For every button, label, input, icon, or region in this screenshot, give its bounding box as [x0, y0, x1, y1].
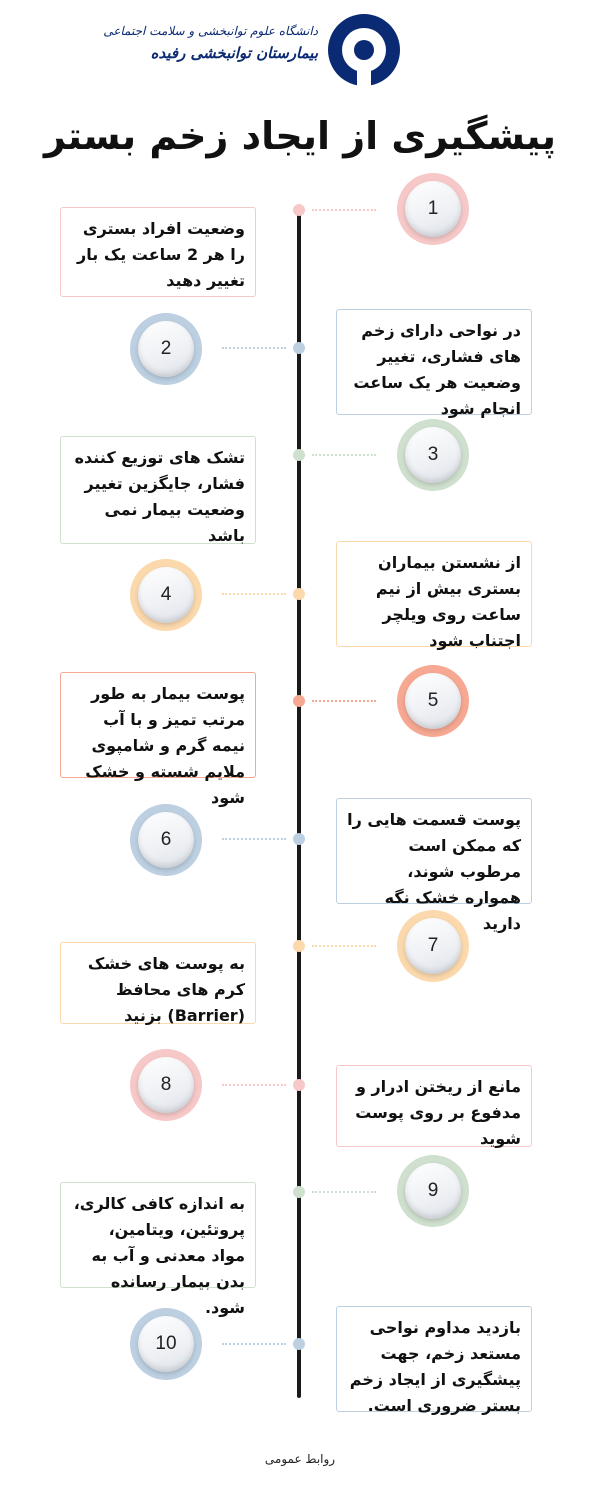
connector-dots — [312, 700, 376, 702]
connector-dots — [222, 347, 286, 349]
step-number-badge — [130, 804, 202, 876]
connector-dots — [222, 1084, 286, 1086]
step-number-badge — [397, 1155, 469, 1227]
page-title: پیشگیری از ایجاد زخم بستر — [44, 114, 556, 158]
step-number-badge — [130, 313, 202, 385]
step-number: 9 — [405, 1163, 461, 1219]
connector-dots — [312, 945, 376, 947]
connector-dots — [312, 1191, 376, 1193]
timeline-node — [293, 1079, 305, 1091]
step-number: 10 — [138, 1316, 194, 1372]
timeline-node — [293, 449, 305, 461]
step-text-card: به پوست های خشک کرم های محافظ (Barrier) بزنید — [60, 942, 256, 1024]
step-number: 1 — [405, 181, 461, 237]
hospital-name: بیمارستان توانبخشی رفیده — [150, 44, 318, 62]
timeline-node — [293, 1338, 305, 1350]
step-number: 8 — [138, 1057, 194, 1113]
step-number-badge — [130, 559, 202, 631]
connector-dots — [312, 454, 376, 456]
step-number: 2 — [138, 321, 194, 377]
step-text-card: به اندازه کافی کالری، پروتئین، ویتامین، مواد معدنی و آب به بدن بیمار رسانده شود. — [60, 1182, 256, 1288]
hospital-logo-icon — [328, 14, 400, 86]
timeline-node — [293, 204, 305, 216]
step-number-badge — [397, 173, 469, 245]
step-text-card: از نشستن بیماران بستری بیش از نیم ساعت روی ویلچر اجتناب شود — [336, 541, 532, 647]
timeline-node — [293, 342, 305, 354]
university-name: دانشگاه علوم توانبخشی و سلامت اجتماعی — [103, 24, 318, 38]
step-number: 7 — [405, 918, 461, 974]
timeline-node — [293, 695, 305, 707]
step-number: 5 — [405, 673, 461, 729]
step-number-badge — [130, 1308, 202, 1380]
step-number-badge — [397, 910, 469, 982]
step-number-badge — [397, 419, 469, 491]
connector-dots — [222, 838, 286, 840]
step-number: 6 — [138, 812, 194, 868]
timeline-node — [293, 833, 305, 845]
step-text-card: وضعیت افراد بستری را هر 2 ساعت یک بار تغییر دهید — [60, 207, 256, 297]
step-text-card: مانع از ریختن ادرار و مدفوع بر روی پوست شوید — [336, 1065, 532, 1147]
connector-dots — [222, 593, 286, 595]
step-text-card: در نواحی دارای زخم های فشاری، تغییر وضعیت هر یک ساعت انجام شود — [336, 309, 532, 415]
connector-dots — [222, 1343, 286, 1345]
step-text-card: بازدید مداوم نواحی مستعد زخم، جهت پیشگیری از ایجاد زخم بستر ضروری است. — [336, 1306, 532, 1412]
organization-name — [103, 22, 318, 66]
timeline-node — [293, 1186, 305, 1198]
step-number-badge — [397, 665, 469, 737]
connector-dots — [312, 209, 376, 211]
timeline-node — [293, 940, 305, 952]
timeline-node — [293, 588, 305, 600]
step-text-card: پوست قسمت هایی را که ممکن است مرطوب شوند، همواره خشک نگه دارید — [336, 798, 532, 904]
step-text-card: تشک های توزیع کننده فشار، جایگزین تغییر وضعیت بیمار نمی باشد — [60, 436, 256, 544]
header — [0, 0, 600, 100]
step-number: 3 — [405, 427, 461, 483]
step-number-badge — [130, 1049, 202, 1121]
step-number: 4 — [138, 567, 194, 623]
timeline-line — [297, 210, 301, 1398]
footer-text: روابط عمومی — [264, 1452, 336, 1466]
step-text-card: پوست بیمار به طور مرتب تمیز و با آب نیمه گرم و شامپوی ملایم شسته و خشک شود — [60, 672, 256, 778]
